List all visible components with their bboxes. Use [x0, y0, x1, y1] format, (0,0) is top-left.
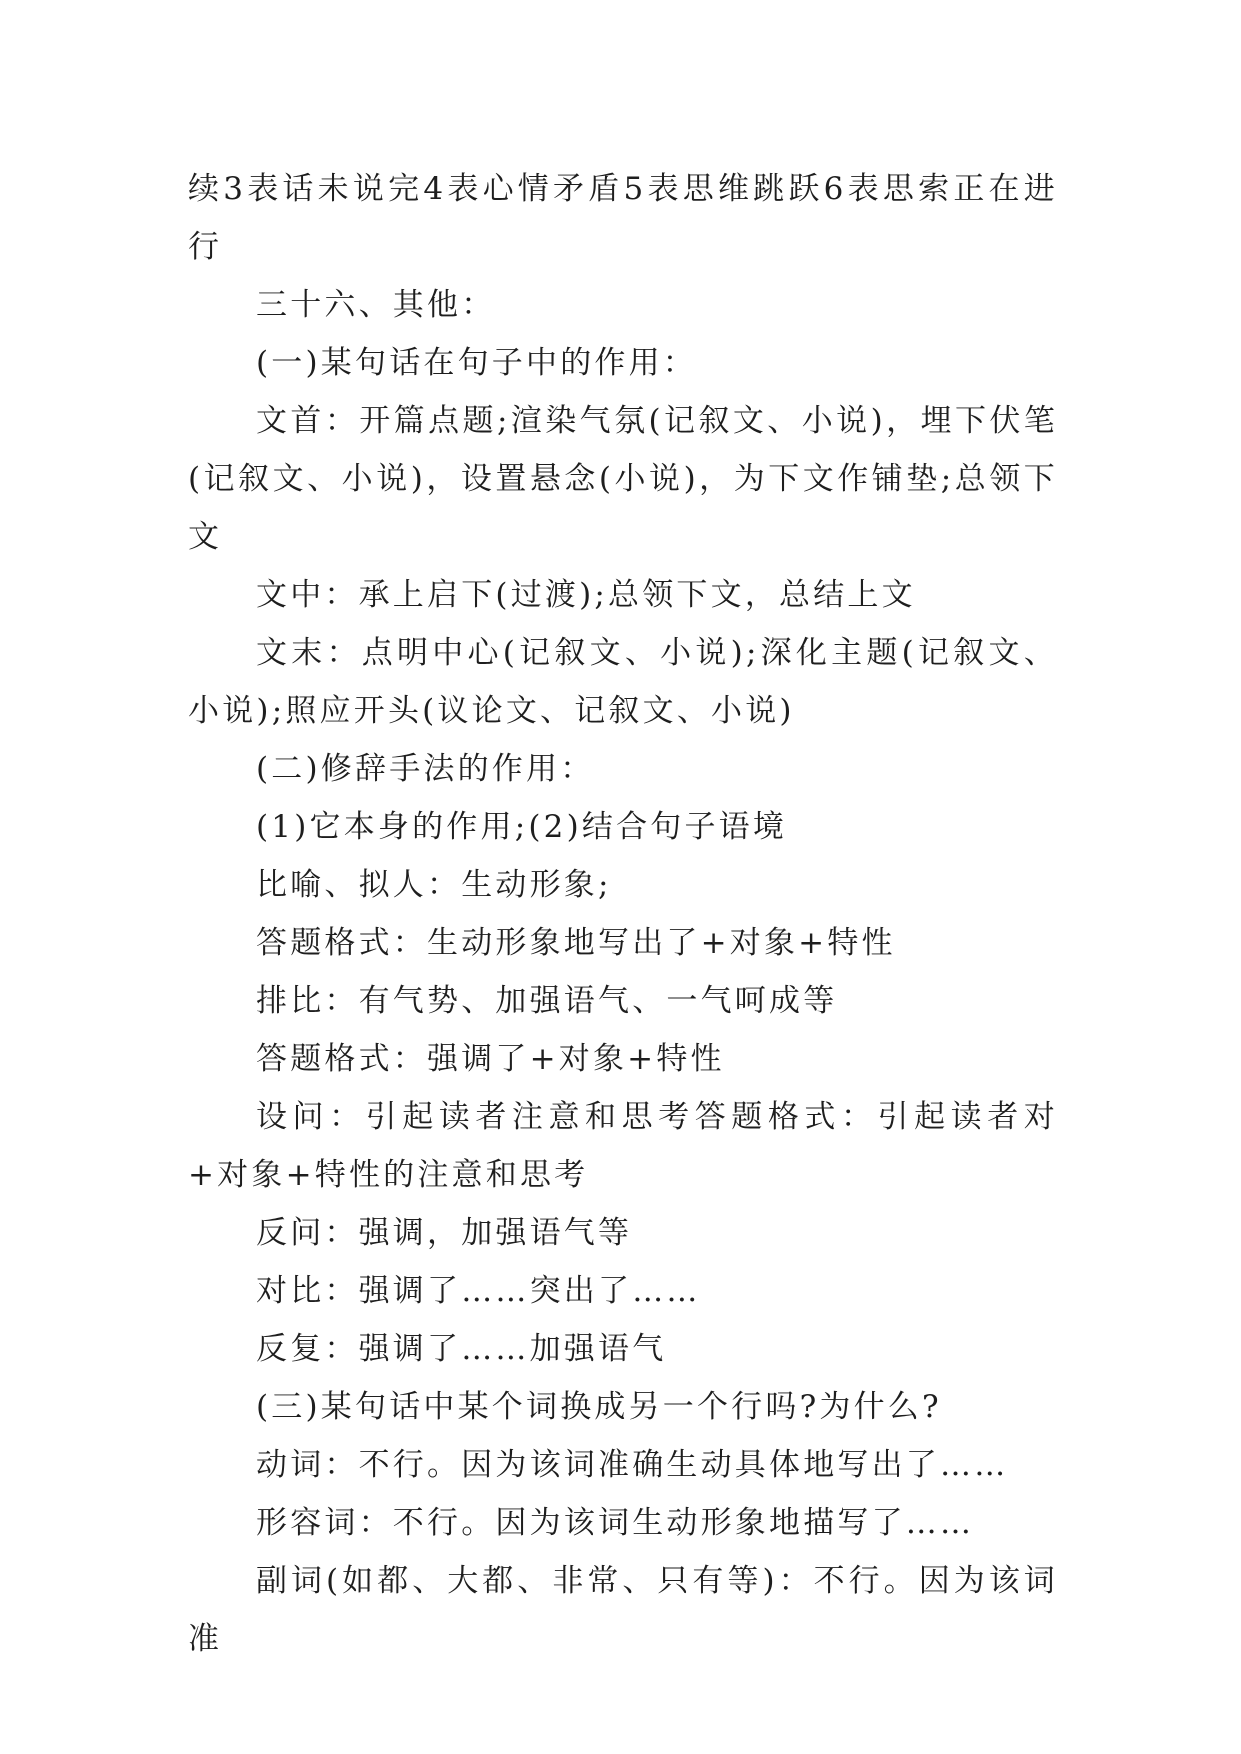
paragraph-continuation: 续3表话未说完4表心情矛盾5表思维跳跃6表思索正在进行 [188, 171, 1058, 265]
subheading-sentence-role: (一)某句话在句子中的作用： [256, 345, 697, 381]
paragraph-counter-question: 反问：强调，加强语气等 [256, 1215, 633, 1251]
paragraph-verb: 动词：不行。因为该词准确生动具体地写出了…… [256, 1447, 1009, 1483]
paragraph-contrast: 对比：强调了……突出了…… [256, 1273, 701, 1309]
paragraph-adjective: 形容词：不行。因为该词生动形象地描写了…… [256, 1505, 975, 1541]
paragraph-rhetoric-steps: (1)它本身的作用;(2)结合句子语境 [256, 809, 788, 845]
paragraph-answer-format-2: 答题格式：强调了+对象+特性 [256, 1041, 725, 1077]
section-heading-36: 三十六、其他： [256, 287, 496, 323]
paragraph-answer-format-1: 答题格式：生动形象地写出了+对象+特性 [256, 925, 896, 961]
paragraph-text-start: 文首：开篇点题;渲染气氛(记叙文、小说)，埋下伏笔(记叙文、小说)，设置悬念(小说)，为下文作铺垫;总领下文 [188, 403, 1058, 555]
paragraph-adverb: 副词(如都、大都、非常、只有等)：不行。因为该词准 [188, 1563, 1058, 1657]
paragraph-text-end: 文末：点明中心(记叙文、小说);深化主题(记叙文、小说);照应开头(议论文、记叙文、小说) [188, 635, 1058, 729]
paragraph-repetition: 反复：强调了……加强语气 [256, 1331, 667, 1367]
paragraph-metaphor: 比喻、拟人：生动形象; [256, 867, 612, 903]
paragraph-text-middle: 文中：承上启下(过渡);总领下文，总结上文 [256, 577, 916, 613]
subheading-word-replacement: (三)某句话中某个词换成另一个行吗?为什么? [256, 1389, 942, 1425]
subheading-rhetoric: (二)修辞手法的作用： [256, 751, 595, 787]
document-body [188, 160, 1058, 1668]
paragraph-parallelism: 排比：有气势、加强语气、一气呵成等 [256, 983, 838, 1019]
paragraph-rhetorical-question: 设问：引起读者注意和思考答题格式：引起读者对+对象+特性的注意和思考 [188, 1099, 1058, 1193]
